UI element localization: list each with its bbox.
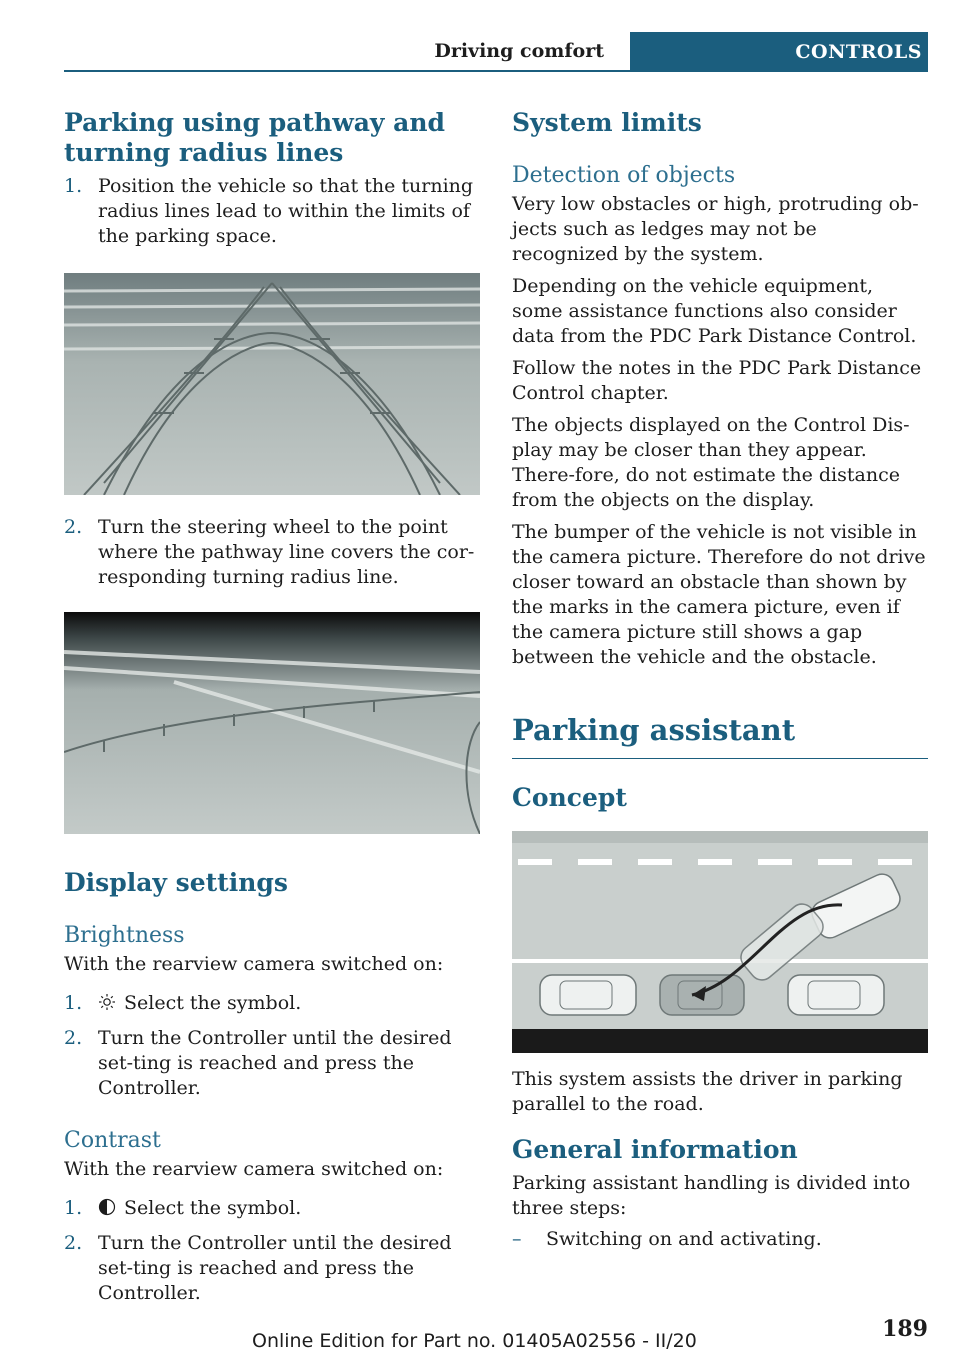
sun-icon bbox=[98, 993, 116, 1011]
step-number: 2. bbox=[64, 1027, 83, 1049]
contrast-icon bbox=[98, 1198, 116, 1216]
list-item bbox=[64, 174, 480, 249]
system-limits-heading: System limits bbox=[512, 108, 702, 137]
parking-lines-heading: Parking using pathway and turning radius lines bbox=[64, 108, 445, 167]
list-item bbox=[512, 1227, 928, 1252]
contrast-heading: Contrast bbox=[64, 1128, 161, 1153]
paragraph: Follow the notes in the PDC Park Distance Control chapter. bbox=[512, 357, 922, 404]
paragraph: Very low obstacles or high, protruding ob-jects such as ledges may not be recognized by the system. bbox=[512, 193, 919, 265]
concept-text: This system assists the driver in parking parallel to the road. bbox=[512, 1068, 903, 1115]
header-section-title: Driving comfort bbox=[434, 40, 604, 62]
step-number: 1. bbox=[64, 175, 83, 197]
paragraph: The bumper of the vehicle is not visible in the camera picture. Therefore do not drive closer toward an obstacle than shown by the marks in the camera picture, even if the camera picture still shows a gap between the vehicle and the obstacle. bbox=[512, 521, 926, 668]
general-info-text: Parking assistant handling is divided into three steps: bbox=[512, 1172, 911, 1219]
brightness-intro: With the rearview camera switched on: bbox=[64, 953, 444, 975]
paragraph: The objects displayed on the Control Dis-play may be closer than they appear. There-fore, do not estimate the distance from the objects on the display. bbox=[512, 414, 910, 511]
contrast-steps bbox=[64, 1196, 480, 1306]
step-number: 2. bbox=[64, 1232, 83, 1254]
steps-list bbox=[512, 1227, 928, 1252]
step-text: Turn the Controller until the desired set-ting is reached and press the Controller. bbox=[98, 1027, 452, 1099]
paragraph: Depending on the vehicle equipment, some assistance functions also consider data from the PDC Park Distance Control. bbox=[512, 275, 917, 347]
general-info-heading: General information bbox=[512, 1135, 798, 1164]
step-text: Select the symbol. bbox=[124, 1197, 302, 1219]
detection-heading: Detection of objects bbox=[512, 163, 736, 188]
pathway-line-image bbox=[64, 612, 480, 834]
header-rule bbox=[64, 70, 630, 72]
list-item bbox=[64, 515, 480, 590]
step-number: 1. bbox=[64, 1197, 83, 1219]
brightness-heading: Brightness bbox=[64, 923, 185, 948]
brightness-steps bbox=[64, 991, 480, 1101]
list-item bbox=[64, 1231, 480, 1306]
list-item bbox=[64, 1026, 480, 1101]
left-column bbox=[64, 108, 480, 1306]
edition-note: Online Edition for Part no. 01405A02556 - II/20 bbox=[252, 1330, 697, 1352]
page-number: 189 bbox=[882, 1316, 928, 1342]
concept-heading: Concept bbox=[512, 783, 627, 812]
step-number: 2. bbox=[64, 516, 83, 538]
parking-assistant-diagram bbox=[512, 831, 928, 1053]
contrast-intro: With the rearview camera switched on: bbox=[64, 1158, 444, 1180]
list-item bbox=[64, 991, 480, 1016]
parking-assistant-heading: Parking assistant bbox=[512, 713, 796, 747]
turning-radius-lines-image bbox=[64, 273, 480, 495]
parking-steps-1 bbox=[64, 174, 480, 249]
list-item-text: Switching on and activating. bbox=[546, 1228, 822, 1250]
dash-marker: – bbox=[512, 1228, 522, 1250]
step-text: Turn the Controller until the desired set-ting is reached and press the Controller. bbox=[98, 1232, 452, 1304]
right-column bbox=[512, 108, 928, 1252]
step-text: Position the vehicle so that the turning radius lines lead to within the limits of the parking space. bbox=[98, 175, 474, 247]
header-chapter-tab: CONTROLS bbox=[630, 32, 928, 72]
parking-steps-2 bbox=[64, 515, 480, 590]
list-item bbox=[64, 1196, 480, 1221]
page-footer bbox=[0, 1312, 960, 1352]
step-text: Turn the steering wheel to the point where the pathway line covers the cor-responding turning radius line. bbox=[98, 516, 475, 588]
step-text: Select the symbol. bbox=[124, 992, 302, 1014]
step-number: 1. bbox=[64, 992, 83, 1014]
display-settings-heading: Display settings bbox=[64, 868, 288, 897]
page-header bbox=[64, 32, 928, 72]
section-rule bbox=[512, 758, 928, 759]
